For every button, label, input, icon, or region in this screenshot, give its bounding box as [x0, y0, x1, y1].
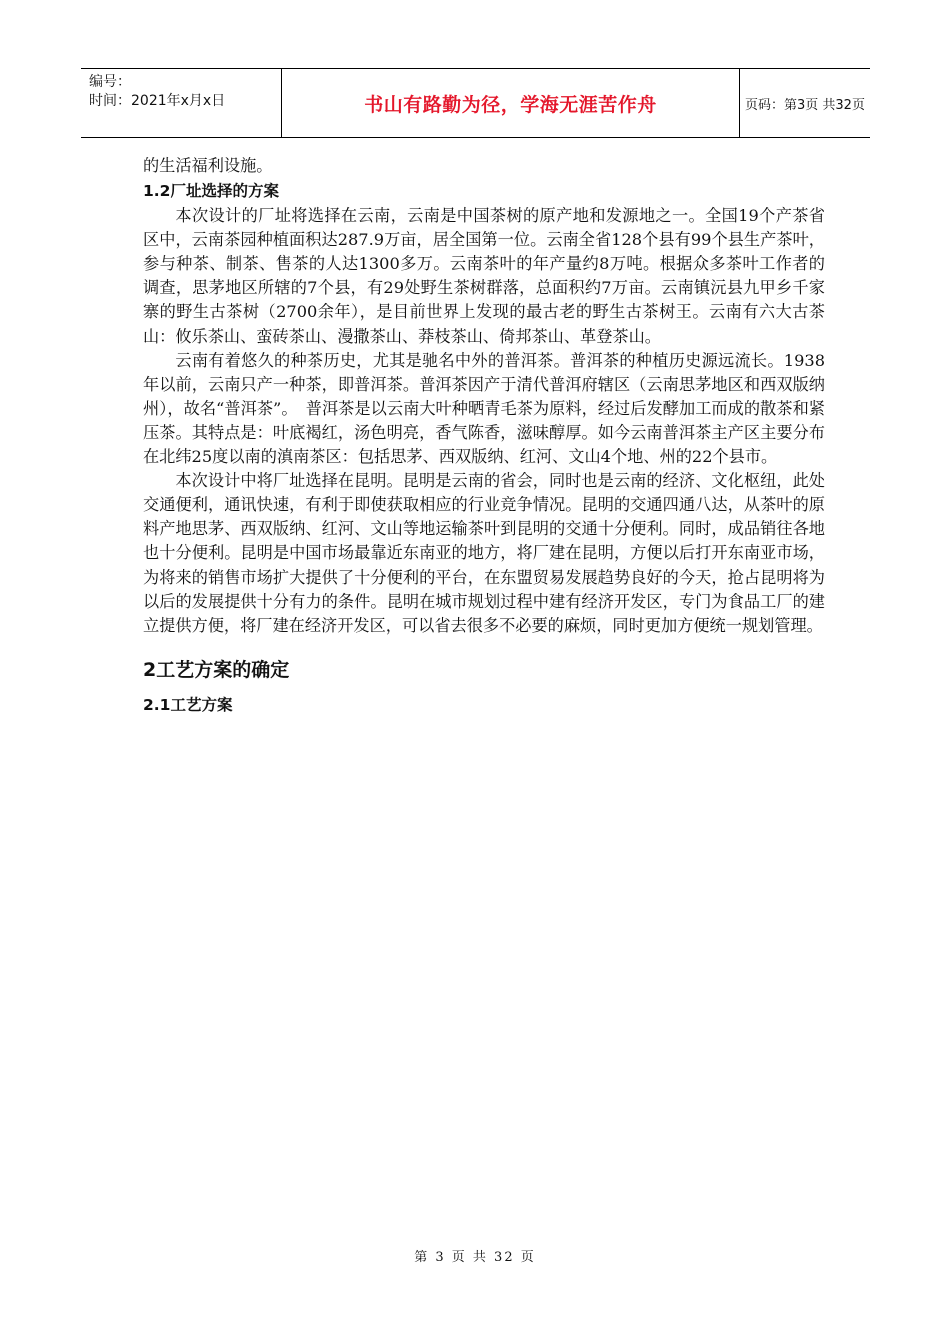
number-label: 编号：: [89, 74, 131, 90]
header-meta: [81, 69, 281, 137]
paragraph-continuation: 的生活福利设施。: [143, 156, 273, 175]
section-heading-1-2: 1.2厂址选择的方案: [143, 182, 279, 201]
header-page-info: 页码：第3页 共32页: [745, 97, 865, 113]
page-footer: 第 3 页 共 32 页: [414, 1250, 536, 1265]
document-body: [143, 154, 825, 718]
paragraph-puer-history: 云南有着悠久的种茶历史，尤其是驰名中外的普洱茶。普洱茶的种植历史源远流长。1938年以前，云南只产一种茶，即普洱茶。普洱茶因产于清代普洱府辖区（云南思茅地区和西双版纳州），故名“普洱茶”。 普洱茶是以云南大叶种晒青毛茶为原料，经过后发酵加工而成的散茶和紧压茶。其特点是：叶底褐红，汤色明亮，香气陈香，滋味醇厚。如今云南普洱茶主产区主要分布在北纬25度以南的滇南茶区：包括思茅、西双版纳、红河、文山4个地、州的22个县市。: [143, 350, 825, 467]
paragraph-yunnan-overview: 本次设计的厂址将选择在云南，云南是中国茶树的原产地和发源地之一。全国19个产茶省区中，云南茶园种植面积达287.9万亩，居全国第一位。云南全省128个县有99个县生产茶叶，参与种茶、制茶、售茶的人达1300多万。云南茶叶的年产量约8万吨。根据众多茶叶工作者的调查，思茅地区所辖的7个县，有29处野生茶树群落，总面积约7万亩。云南镇沅县九甲乡千家寨的野生古茶树（2700余年），是目前世界上发现的最古老的野生古茶树王。云南有六大古茶山：攸乐茶山、蛮砖茶山、漫撒茶山、莽枝茶山、倚邦茶山、革登茶山。: [143, 206, 825, 346]
section-heading-2-1: 2.1工艺方案: [143, 695, 233, 714]
page-header: [81, 68, 870, 138]
header-motto: 书山有路勤为径，学海无涯苦作舟: [281, 69, 740, 137]
section-heading-2: 2工艺方案的确定: [143, 658, 290, 681]
paragraph-kunming-site: 本次设计中将厂址选择在昆明。昆明是云南的省会，同时也是云南的经济、文化枢纽，此处交通便利，通讯快速，有利于即使获取相应的行业竞争情况。昆明的交通四通八达，从茶叶的原料产地思茅、西双版纳、红河、文山等地运输茶叶到昆明的交通十分便利。同时，成品销往各地也十分便利。昆明是中国市场最靠近东南亚的地方，将厂建在昆明，方便以后打开东南亚市场，为将来的销售市场扩大提供了十分便利的平台，在东盟贸易发展趋势良好的今天，抢占昆明将为以后的发展提供十分有力的条件。昆明在城市规划过程中建有经济开发区，专门为食品工厂的建立提供方便，将厂建在经济开发区，可以省去很多不必要的麻烦，同时更加方便统一规划管理。: [143, 471, 825, 635]
date-label: 时间：2021年x月x日: [89, 93, 226, 109]
